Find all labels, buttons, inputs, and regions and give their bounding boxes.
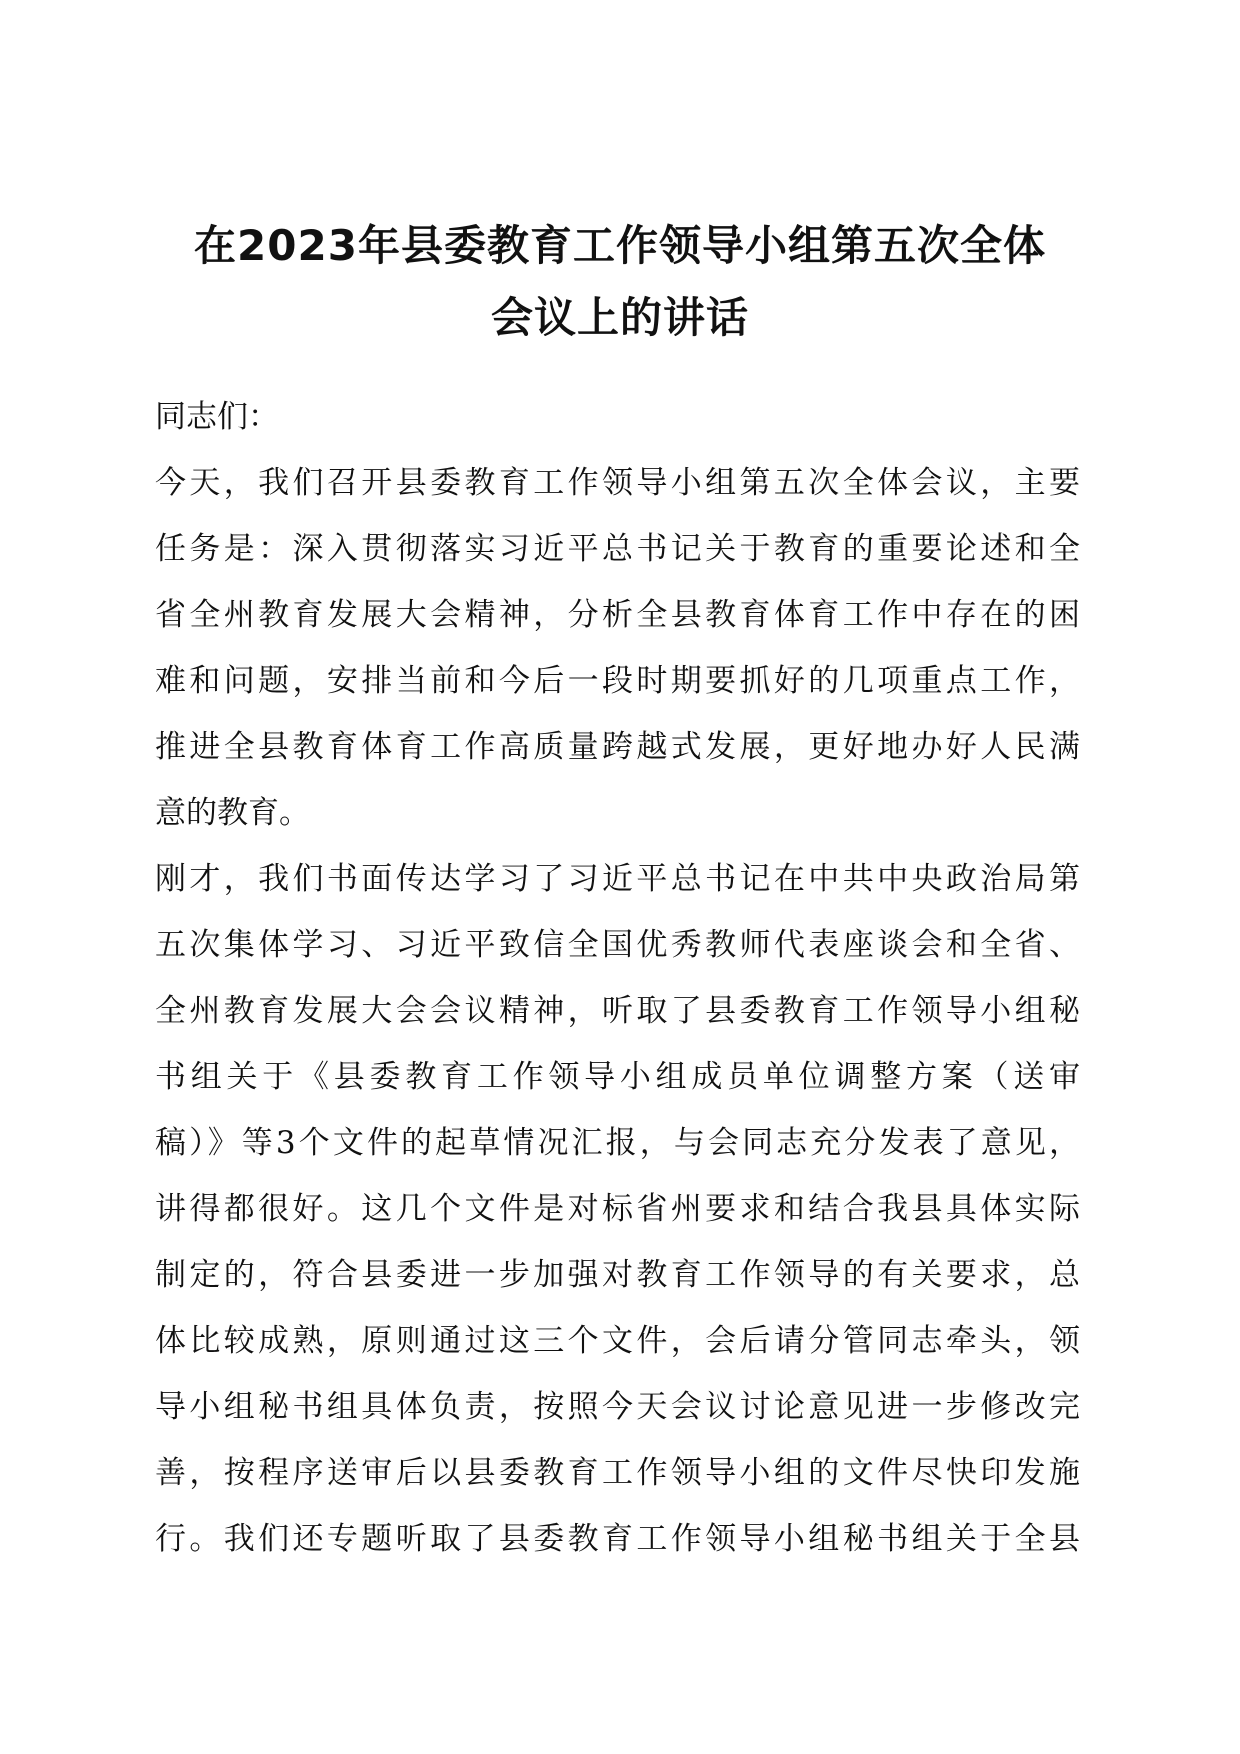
paragraph-line: 刚才，我们书面传达学习了习近平总书记在中共中央政治局第 (155, 861, 1080, 897)
document-body (155, 384, 1080, 1572)
paragraph-line: 意的教育。 (155, 795, 310, 831)
paragraph-line: 讲得都很好。这几个文件是对标省州要求和结合我县具体实际 (155, 1191, 1080, 1227)
title-line-2: 会议上的讲话 (490, 293, 749, 342)
paragraph-line: 善，按程序送审后以县委教育工作领导小组的文件尽快印发施 (155, 1455, 1080, 1491)
paragraph-line: 五次集体学习、习近平致信全国优秀教师代表座谈会和全省、 (155, 927, 1080, 963)
paragraph-line: 省全州教育发展大会精神，分析全县教育体育工作中存在的困 (155, 597, 1080, 633)
paragraph-line: 体比较成熟，原则通过这三个文件，会后请分管同志牵头，领 (155, 1323, 1080, 1359)
paragraph-line: 难和问题，安排当前和今后一段时期要抓好的几项重点工作， (155, 663, 1080, 699)
paragraph-line: 任务是：深入贯彻落实习近平总书记关于教育的重要论述和全 (155, 531, 1080, 567)
paragraph-line: 全州教育发展大会会议精神，听取了县委教育工作领导小组秘 (155, 993, 1080, 1029)
title-line-1: 在2023年县委教育工作领导小组第五次全体 (194, 221, 1046, 270)
paragraph-line: 稿）》等3个文件的起草情况汇报，与会同志充分发表了意见， (155, 1125, 1080, 1161)
salutation: 同志们： (155, 399, 279, 435)
paragraph-line: 导小组秘书组具体负责，按照今天会议讨论意见进一步修改完 (155, 1389, 1080, 1425)
paragraph-2 (155, 846, 1080, 1572)
document-title (140, 210, 1100, 354)
paragraph-1 (155, 450, 1080, 846)
paragraph-line: 今天，我们召开县委教育工作领导小组第五次全体会议，主要 (155, 465, 1080, 501)
paragraph-line: 制定的，符合县委进一步加强对教育工作领导的有关要求，总 (155, 1257, 1080, 1293)
paragraph-line: 书组关于《县委教育工作领导小组成员单位调整方案（送审 (155, 1059, 1080, 1095)
paragraph-line: 推进全县教育体育工作高质量跨越式发展，更好地办好人民满 (155, 729, 1080, 765)
paragraph-line: 行。我们还专题听取了县委教育工作领导小组秘书组关于全县 (155, 1521, 1080, 1557)
